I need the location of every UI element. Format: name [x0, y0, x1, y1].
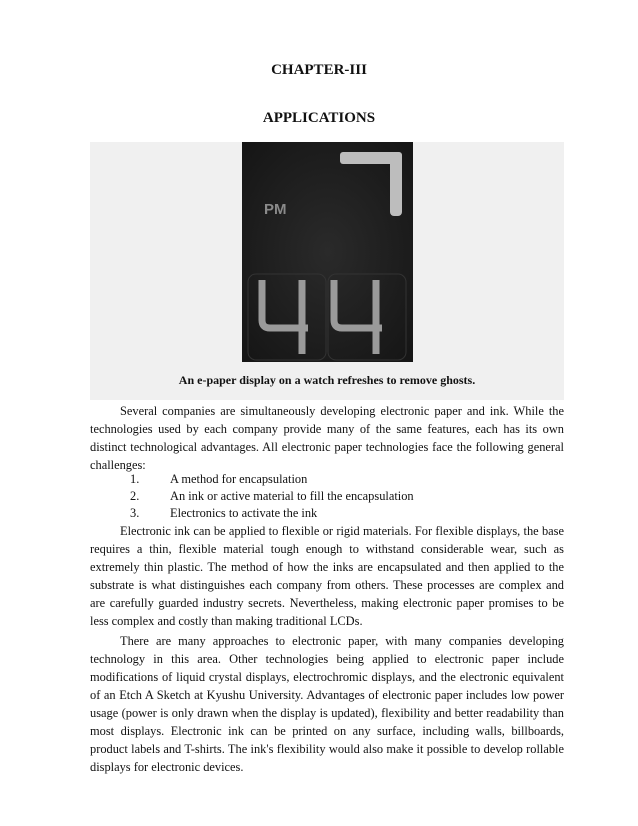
figure-caption: An e-paper display on a watch refreshes to remove ghosts.	[178, 373, 476, 387]
paragraph-electronic-ink: Electronic ink can be applied to flexible or rigid materials. For flexible displays, the base requires a thin, flexible material tough enough to withstand considerable wear, such as extremely thin plastic. The method of how the inks are encapsulated and then applied to the substrate is what distinguishes each company from others. These processes are complex and are carefully guarded industry secrets. Nevertheless, making electronic paper promises to be less complex and costly than making traditional LCDs.	[90, 524, 564, 628]
paragraph-approaches: There are many approaches to electronic paper, with many companies developing technology in this area. Other technologies being applied to electronic paper include modifications of liquid crystal displays, electrochromic displays, and the electronic equivalent of an Etch A Sketch at Kyushu University. Advantages of electronic paper includes low power usage (power is only drawn when the display is updated), flexibility and better readability than most displays. Electronic ink can be printed on any surface, including walls, billboards, product labels and T-shirts. The ink's flexibility would also make it possible to develop rollable displays for electronic devices.	[90, 634, 564, 774]
list-number: 3.	[130, 506, 140, 520]
list-item	[90, 505, 564, 522]
watch-display-graphic	[242, 142, 413, 362]
list-item	[90, 488, 564, 505]
chapter-title: CHAPTER-III	[271, 62, 367, 78]
list-text: Electronics to activate the ink	[170, 506, 318, 520]
paragraph-intro: Several companies are simultaneously developing electronic paper and ink. While the technologies used by each company provide many of the same features, each has its own distinct technological advantages. All electronic paper technologies face the following general challenges:	[90, 404, 564, 472]
challenges-list	[90, 471, 564, 522]
list-number: 2.	[130, 489, 140, 503]
list-number: 1.	[130, 472, 140, 486]
list-text: An ink or active material to fill the encapsulation	[170, 489, 414, 503]
list-text: A method for encapsulation	[170, 472, 308, 486]
list-item	[90, 471, 564, 488]
am-pm-label: PM	[264, 201, 287, 218]
figure	[90, 142, 564, 400]
watch-epaper-photo	[242, 142, 413, 362]
chapter-subtitle: APPLICATIONS	[262, 110, 376, 126]
